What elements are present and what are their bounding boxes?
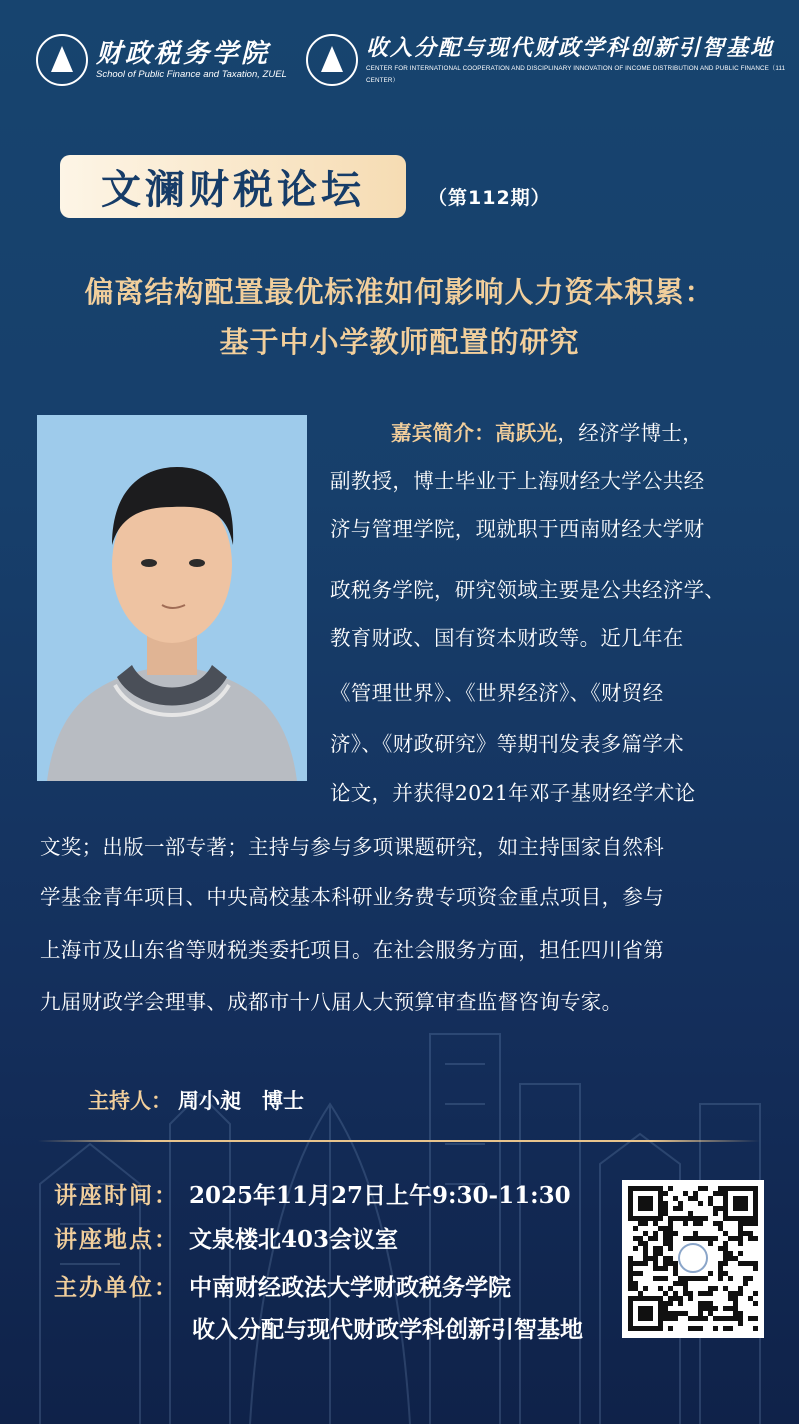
lecture-title-line-1: 偏离结构配置最优标准如何影响人力资本积累： xyxy=(84,275,715,309)
bio-line-2: 副教授，博士毕业于上海财经大学公共经 xyxy=(330,469,705,493)
host-label: 主持人： xyxy=(88,1088,172,1113)
organizer-line-2: 收入分配与现代财政学科创新引智基地 xyxy=(192,1316,583,1343)
bio-line-12: 九届财政学会理事、成都市十八届人大预算审查监督咨询专家。 xyxy=(40,990,623,1014)
bio-line-9: 文奖；出版一部专著；主持与参与多项课题研究，如主持国家自然科 xyxy=(40,835,664,859)
center-logo-chinese: 收入分配与现代财政学科创新引智基地 xyxy=(366,35,775,61)
bio-line-5: 教育财政、国有资本财政等。近几年在 xyxy=(330,626,684,650)
bio-line-8: 论文，并获得2021年邓子基财经学术论 xyxy=(330,781,696,805)
lecture-time-row xyxy=(54,1177,571,1210)
organizer-label: 主办单位： xyxy=(54,1274,179,1301)
issue-number: （第112期） xyxy=(428,187,551,209)
center-seal-icon xyxy=(306,34,358,86)
lecture-place-label: 讲座地点： xyxy=(54,1226,179,1253)
speaker-photo xyxy=(37,415,307,781)
forum-name: 文澜财税论坛 xyxy=(101,167,365,213)
lecture-time-label: 讲座时间： xyxy=(54,1182,179,1209)
center-logo-english: CENTER FOR INTERNATIONAL COOPERATION AND DISCIPLINARY INNOVATION OF INCOME DISTRIBUTION AND PUBLIC FINANCE（111 CENTER） xyxy=(366,65,786,84)
lecture-time-value: 2025年11月27日上午9:30-11:30 xyxy=(189,1182,571,1209)
center-logo xyxy=(306,32,799,88)
school-logo-english: School of Public Finance and Taxation, ZUEL xyxy=(96,69,287,80)
bio-text: ，经济学博士， xyxy=(557,421,704,445)
lecture-place-row xyxy=(54,1221,398,1254)
school-logo-chinese: 财政税务学院 xyxy=(96,39,271,69)
qr-code[interactable] xyxy=(622,1180,764,1338)
forum-name-banner xyxy=(60,155,406,218)
bio-line-4: 政税务学院，研究领域主要是公共经济学、 xyxy=(330,578,726,602)
speaker-intro-label: 嘉宾简介：高跃光 xyxy=(391,421,558,445)
divider xyxy=(38,1140,760,1142)
organizer-line-1: 中南财经政法大学财政税务学院 xyxy=(189,1274,511,1301)
bio-line-10: 学基金青年项目、中央高校基本科研业务费专项资金重点项目，参与 xyxy=(40,885,664,909)
school-logo xyxy=(36,32,287,88)
organizer-row-2 xyxy=(192,1311,583,1344)
bio-line-6: 《管理世界》、《世界经济》、《财贸经 xyxy=(330,681,664,705)
school-seal-icon xyxy=(36,34,88,86)
bio-line-7: 济》、《财政研究》等期刊发表多篇学术 xyxy=(330,732,684,756)
lecture-title-line-2: 基于中小学教师配置的研究 xyxy=(219,325,580,359)
lecture-place-value: 文泉楼北403会议室 xyxy=(189,1226,399,1253)
bio-line-3: 济与管理学院，现就职于西南财经大学财 xyxy=(330,517,705,541)
host-name: 周小昶 博士 xyxy=(178,1088,304,1113)
bio-line-11: 上海市及山东省等财税类委托项目。在社会服务方面，担任四川省第 xyxy=(40,938,664,962)
organizer-row xyxy=(54,1269,511,1302)
host-line xyxy=(88,1085,304,1115)
qr-code-icon xyxy=(628,1186,758,1332)
bio-line-1 xyxy=(391,419,703,447)
